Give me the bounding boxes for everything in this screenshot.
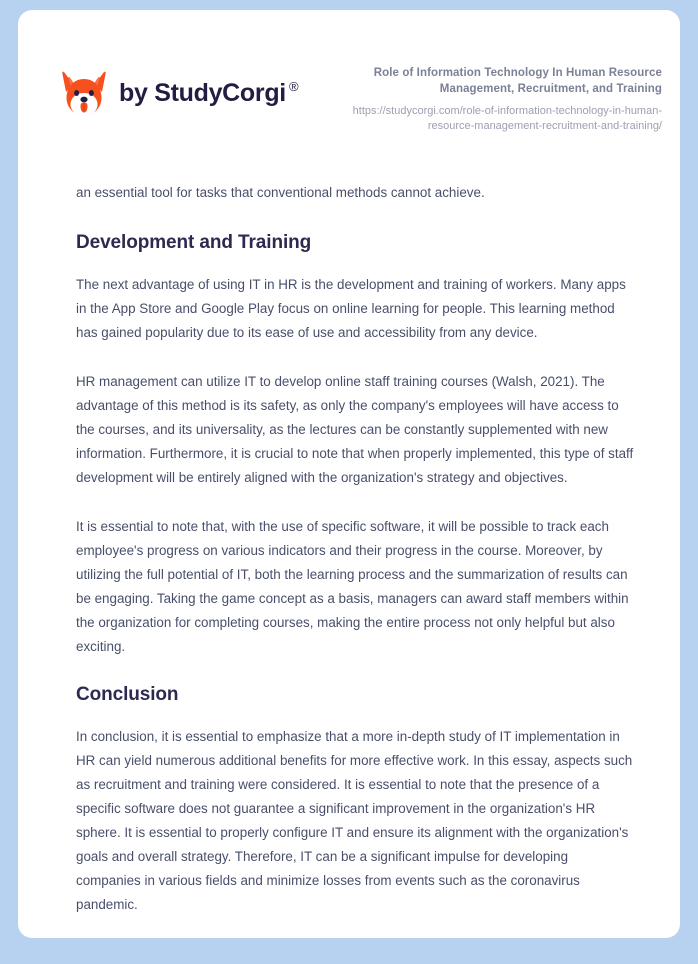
document-page — [18, 10, 680, 938]
corgi-logo-icon — [60, 68, 108, 118]
continued-paragraph: an essential tool for tasks that conventional methods cannot achieve. — [76, 184, 485, 200]
paragraph: HR management can utilize IT to develop online staff training courses (Walsh, 2021). The advantage of this method is its safety, as only the company's employees will have access to the courses, and its universality, as the lectures can be constantly supplemented with new information. Furthermore, it is crucial to note that when properly implemented, this type of staff development will be entirely aligned with the organization's strategy and objectives. — [76, 373, 634, 485]
document-title: Role of Information Technology In Human Resource Management, Recruitment, and Training — [373, 67, 662, 96]
document-meta — [332, 62, 662, 135]
document-header — [18, 10, 680, 135]
brand-name-text: by StudyCorgi — [119, 78, 286, 107]
document-body — [18, 181, 680, 917]
registered-trademark-icon: ® — [288, 79, 299, 95]
paragraph: It is essential to note that, with the use of specific software, it will be possible to track each employee's progress on various indicators and their progress in the course. Moreover, by utilizing the full potential of IT, both the learning process and the summarization of results can be engaging. Taking the game concept as a basis, managers can award staff members within the organization for completing courses, making the entire process not only helpful but also exciting. — [76, 518, 629, 654]
section-heading-conclusion: Conclusion — [76, 683, 179, 705]
paragraph: The next advantage of using IT in HR is the development and training of workers. Many apps in the App Store and Google Play focus on online learning for people. This learning method has gained popularity due to its ease of use and accessibility from any device. — [76, 276, 626, 340]
brand-name — [119, 79, 299, 108]
paragraph: In conclusion, it is essential to emphasize that a more in-depth study of IT implementation in HR can yield numerous additional benefits for more effective work. In this essay, aspects such as recruitment and training were considered. It is essential to note that the presence of a specific software does not guarantee a significant improvement in the organization's HR sphere. It is essential to properly configure IT and ensure its alignment with the organization's goals and overall strategy. Therefore, IT can be a significant impulse for developing companies in various fields and minimize losses from events such as the coronavirus pandemic. — [76, 728, 633, 912]
brand-logo-lockup[interactable] — [60, 62, 299, 118]
section-heading-development-and-training: Development and Training — [76, 231, 312, 253]
document-source-url[interactable]: https://studycorgi.com/role-of-information-technology-in-human-resource-management-recruitment-and-training/ — [352, 104, 662, 133]
